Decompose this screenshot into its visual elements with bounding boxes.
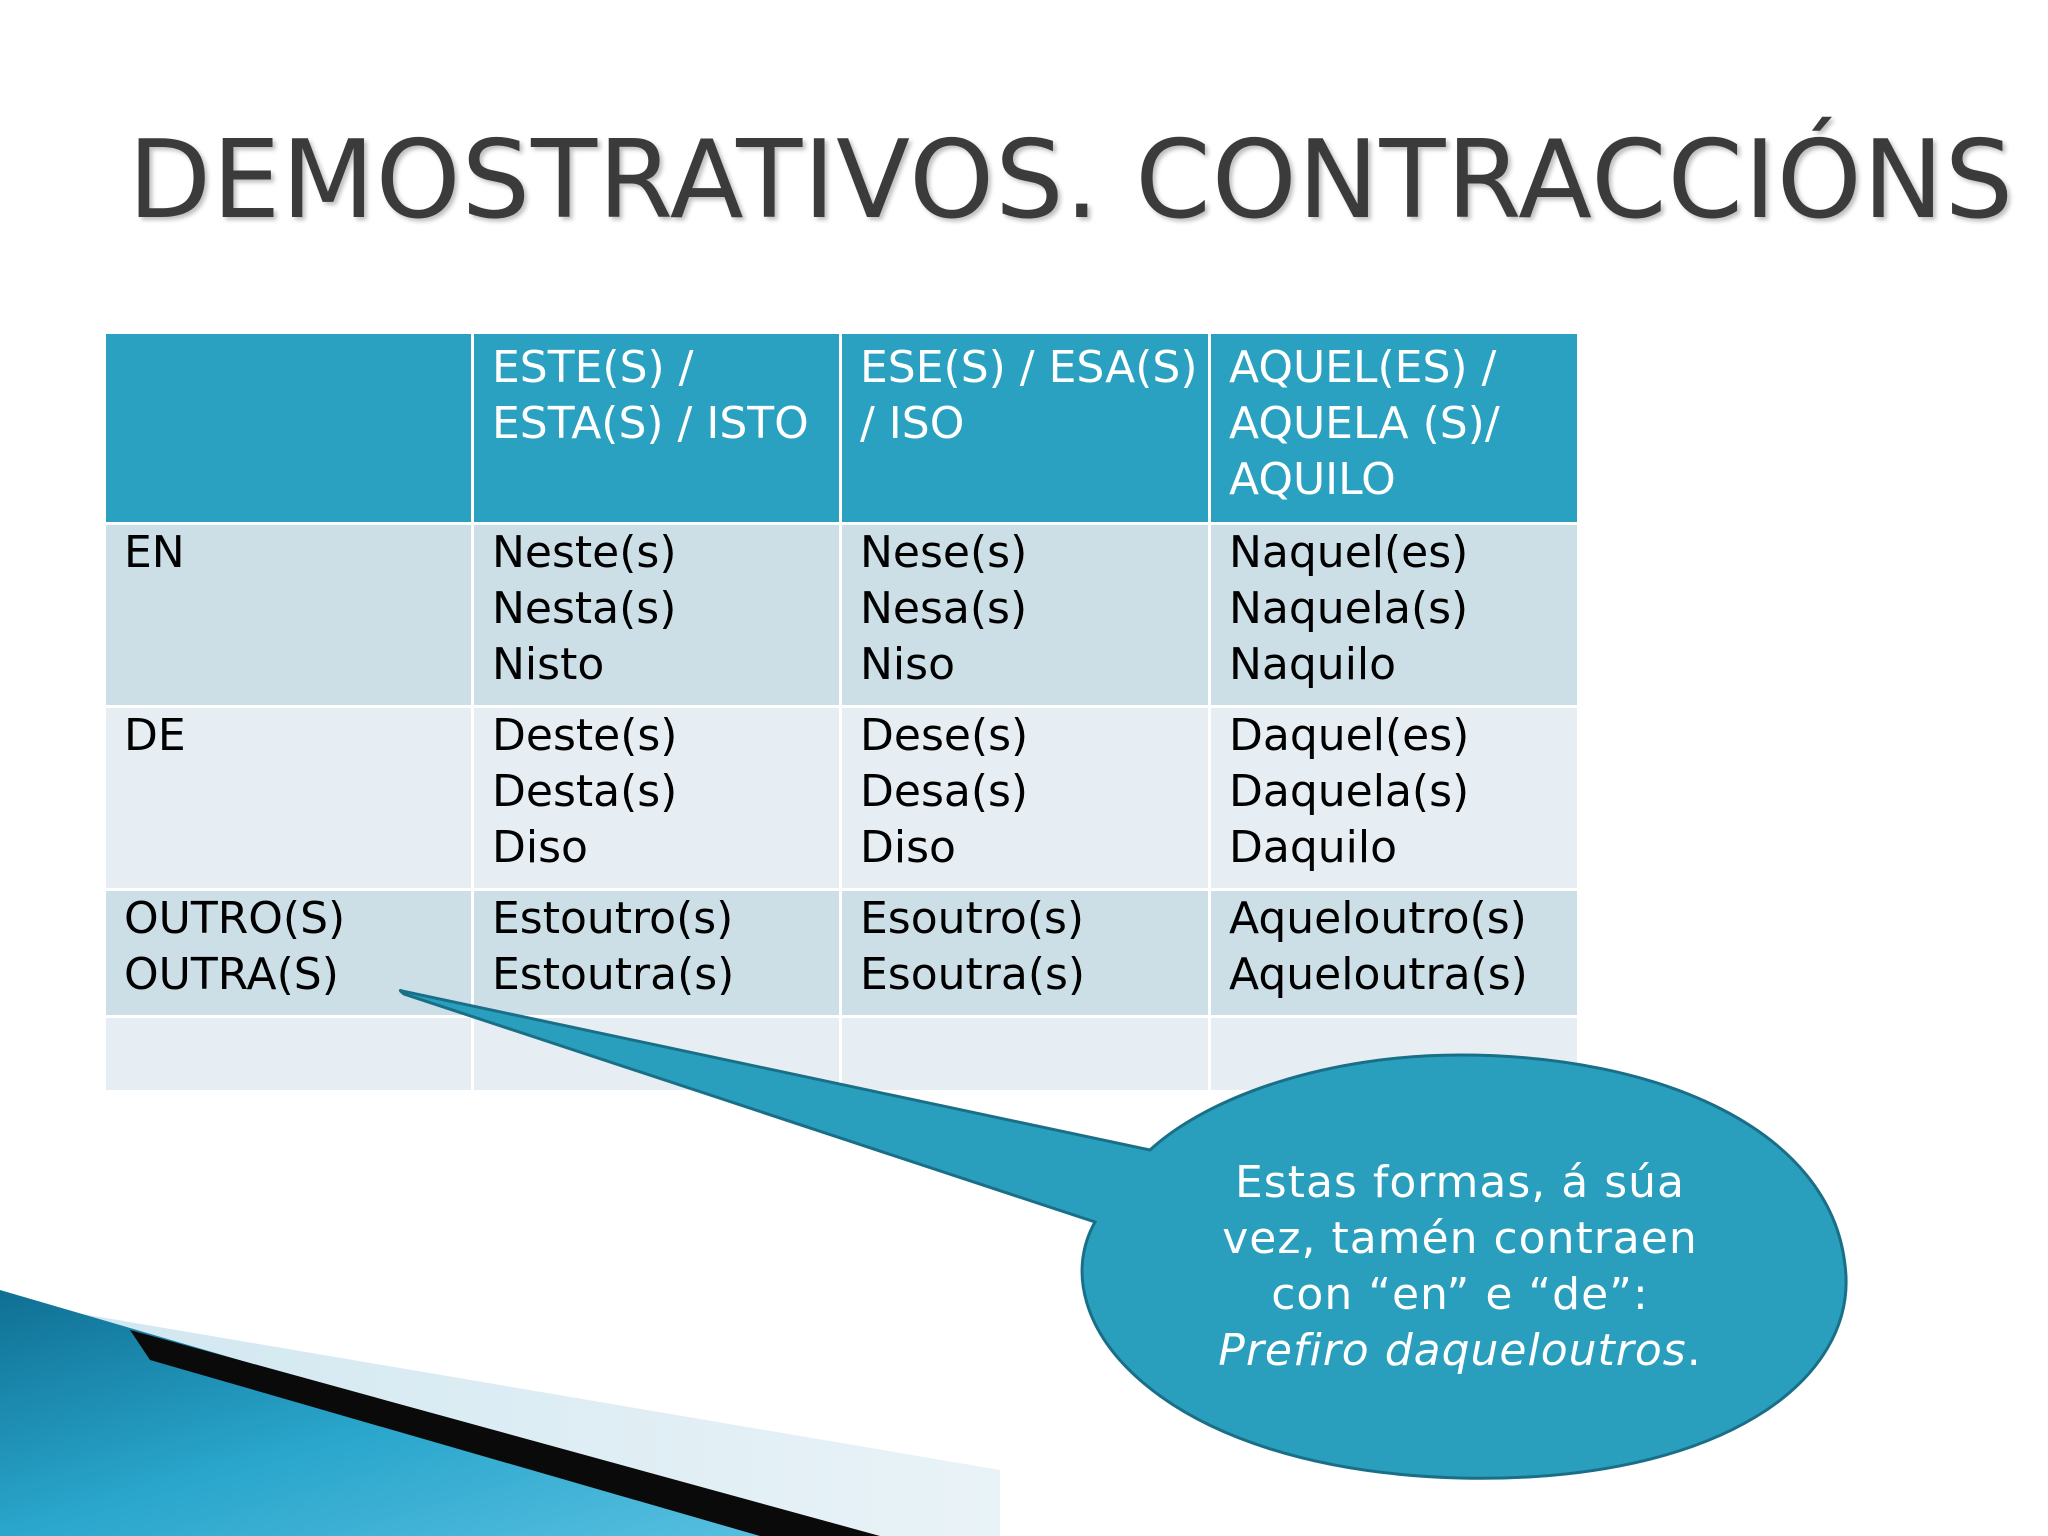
cell-line: Esoutro(s): [860, 893, 1085, 944]
cell-line: Nesa(s): [860, 583, 1028, 634]
cell-line: Naquel(es): [1229, 527, 1469, 578]
cell-line: Niso: [860, 639, 955, 690]
header-line: ESTA(S) / ISTO: [492, 398, 809, 449]
cell-line: Desta(s): [492, 766, 678, 817]
cell-line: Estoutra(s): [492, 949, 735, 1000]
cell-line: Daquilo: [1229, 822, 1398, 873]
cell-line: Deste(s): [492, 710, 678, 761]
callout-example-end: .: [1686, 1325, 1702, 1376]
cell-line: Aqueloutro(s): [1229, 893, 1527, 944]
header-line: AQUEL(ES) /: [1229, 342, 1497, 393]
header-line: AQUELA (S)/: [1229, 398, 1500, 449]
cell-line: Desa(s): [860, 766, 1029, 817]
cell-line: Daquel(es): [1229, 710, 1470, 761]
callout-line: Estas formas, á súa: [1234, 1157, 1686, 1208]
cell-line: Estoutro(s): [492, 893, 734, 944]
cell-line: Neste(s): [492, 527, 677, 578]
cell-line: Aqueloutra(s): [1229, 949, 1528, 1000]
cell-line: Naquela(s): [1229, 583, 1469, 634]
cell-line: Daquela(s): [1229, 766, 1470, 817]
callout-line: con “en” e “de”:: [1271, 1269, 1649, 1320]
row-label: OUTRA(S): [124, 949, 339, 1000]
header-line: AQUILO: [1229, 454, 1396, 505]
callout-text: [1180, 1155, 1740, 1379]
row-label: OUTRO(S): [124, 893, 346, 944]
cell-line: Dese(s): [860, 710, 1029, 761]
callout-line: vez, tamén contraen: [1222, 1213, 1698, 1264]
cell-line: Esoutra(s): [860, 949, 1086, 1000]
cell-line: Diso: [492, 822, 588, 873]
cell-line: Nese(s): [860, 527, 1028, 578]
callout-example: Prefiro daqueloutros: [1218, 1325, 1687, 1376]
row-label: DE: [124, 710, 186, 761]
header-line: ESTE(S) /: [492, 342, 694, 393]
cell-line: Nisto: [492, 639, 605, 690]
cell-line: Naquilo: [1229, 639, 1397, 690]
header-line: / ISO: [860, 398, 965, 449]
cell-line: Nesta(s): [492, 583, 677, 634]
header-line: ESE(S) / ESA(S): [860, 342, 1198, 393]
row-label: EN: [124, 527, 185, 578]
slide-title: DEMOSTRATIVOS. CONTRACCIÓNS: [128, 118, 2015, 243]
cell-line: Diso: [860, 822, 956, 873]
callout-example-line: [1180, 1323, 1740, 1379]
